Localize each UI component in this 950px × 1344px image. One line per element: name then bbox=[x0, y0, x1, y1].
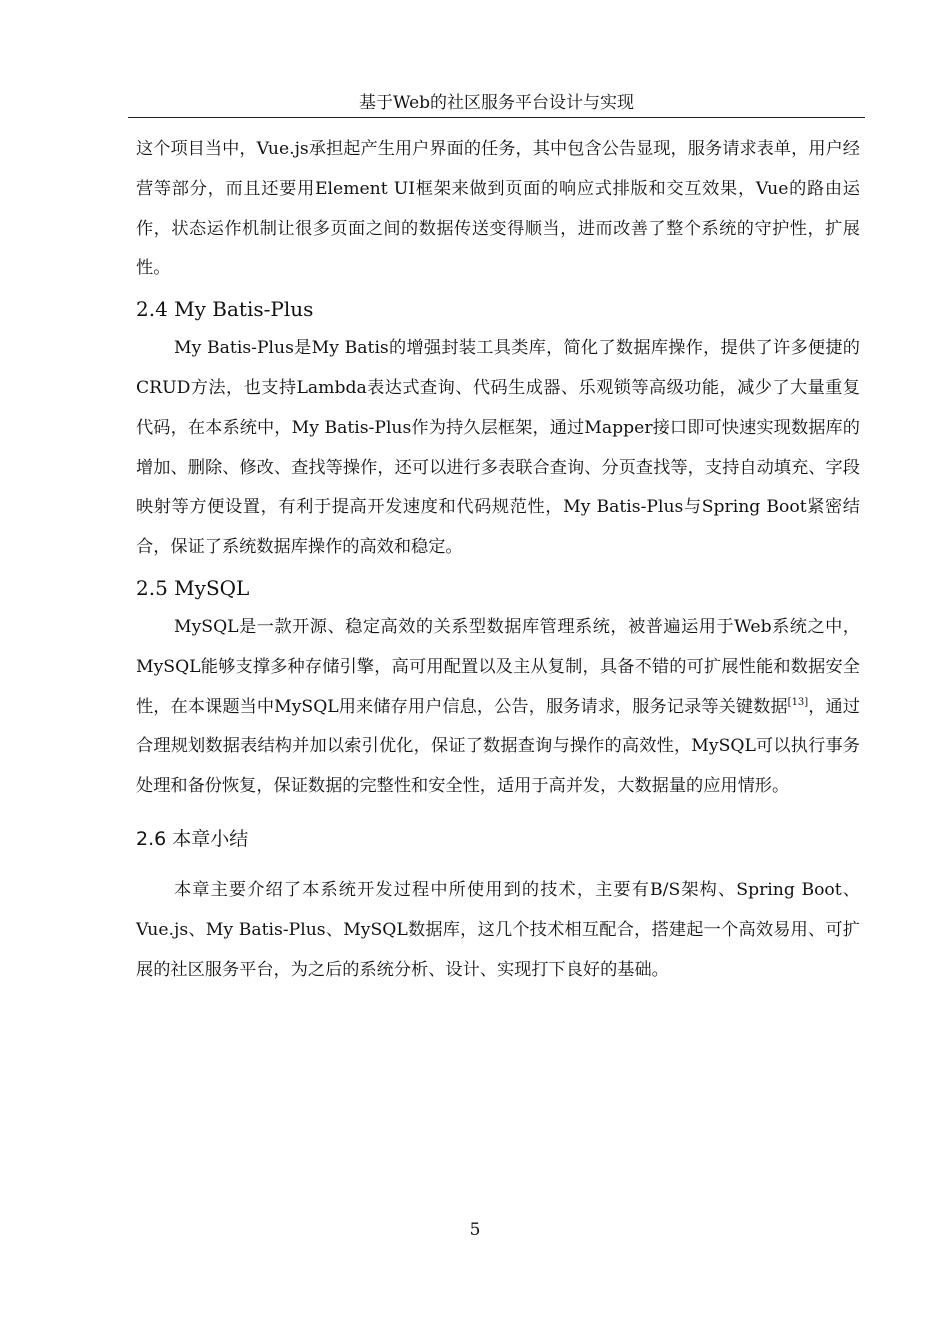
section-heading-2-4: 2.4 My Batis-Plus bbox=[136, 297, 314, 322]
summary-paragraph: 本章主要介绍了本系统开发过程中所使用到的技术，主要有B/S架构、Spring Boot、Vue.js、My Batis-Plus、MySQL数据库，这几个技术相互配合，搭建起一个高效易用、可扩展的社区服务平台，为之后的系统分析、设计、实现打下良好的基础。 bbox=[136, 879, 860, 980]
mysql-text-part1: MySQL是一款开源、稳定高效的关系型数据库管理系统，被普遍运用于Web系统之中，MySQL能够支撑多种存储引擎，高可用配置以及主从复制，具备不错的可扩展性能和数据安全性，在本课题当中MySQL用来储存用户信息，公告，服务请求，服务记录等关键数据 bbox=[136, 616, 860, 717]
citation-ref: [13] bbox=[787, 696, 809, 708]
mysql-paragraph bbox=[136, 608, 860, 807]
mybatis-paragraph: My Batis-Plus是My Batis的增强封装工具类库，简化了数据库操作，提供了许多便捷的CRUD方法，也支持Lambda表达式查询、代码生成器、乐观锁等高级功能，减少了大量重复代码，在本系统中，My Batis-Plus作为持久层框架，通过Mapper接口即可快速实现数据库的增加、删除、修改、查找等操作，还可以进行多表联合查询、分页查找等，支持自动填充、字段映射等方便设置，有利于提高开发速度和代码规范性，My Batis-Plus与Spring Boot紧密结合，保证了系统数据库操作的高效和稳定。 bbox=[136, 338, 860, 558]
page-body bbox=[136, 130, 860, 990]
running-header: 基于Web的社区服务平台设计与实现 bbox=[128, 90, 865, 118]
intro-paragraph: 这个项目当中，Vue.js承担起产生用户界面的任务，其中包含公告显现，服务请求表单，用户经营等部分，而且还要用Element UI框架来做到页面的响应式排版和交互效果，Vue的路由运作，状态运作机制让很多页面之间的数据传送变得顺当，进而改善了整个系统的守护性，扩展性。 bbox=[136, 139, 860, 279]
section-heading-2-5: 2.5 MySQL bbox=[136, 575, 250, 600]
section-heading-2-6: 2.6 本章小结 bbox=[136, 827, 249, 850]
mysql-text-part2: ，通过合理规划数据表结构并加以索引优化，保证了数据查询与操作的高效性，MySQL可以执行事务处理和备份恢复，保证数据的完整性和安全性，适用于高并发，大数据量的应用情形。 bbox=[136, 696, 860, 797]
page-number: 5 bbox=[469, 1220, 481, 1240]
